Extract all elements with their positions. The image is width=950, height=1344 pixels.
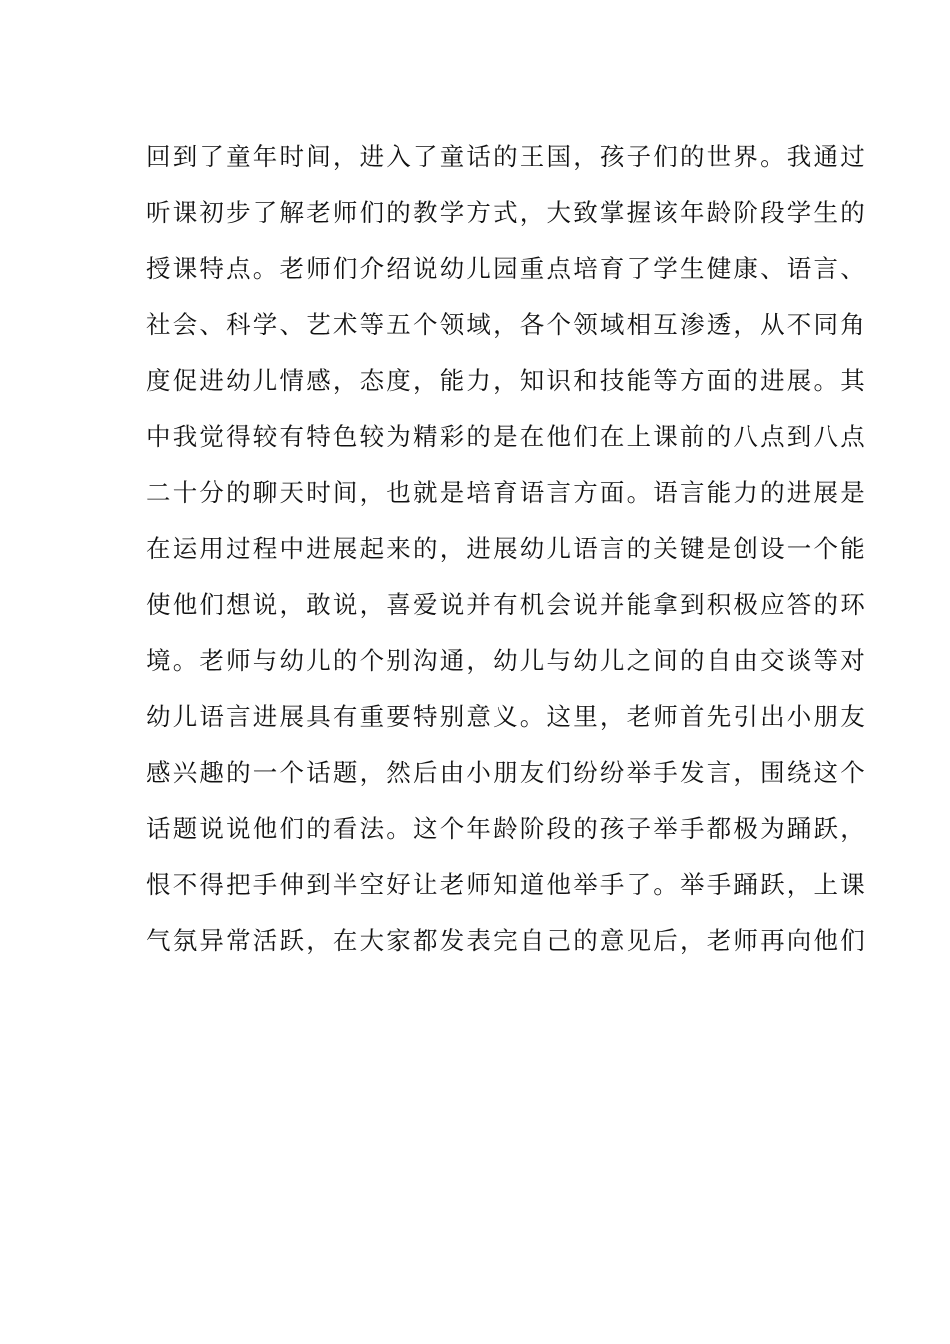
text-line: 二十分的聊天时间，也就是培育语言方面。语言能力的进展是 [146, 478, 867, 507]
text-line: 话题说说他们的看法。这个年龄阶段的孩子举手都极为踊跃， [146, 814, 867, 843]
text-line: 回到了童年时间，进入了童话的王国，孩子们的世界。我通过 [146, 142, 867, 171]
body-text [146, 129, 867, 969]
text-line: 授课特点。老师们介绍说幼儿园重点培育了学生健康、语言、 [146, 254, 867, 283]
text-line: 度促进幼儿情感，态度，能力，知识和技能等方面的进展。其 [146, 366, 867, 395]
text-line: 感兴趣的一个话题，然后由小朋友们纷纷举手发言，围绕这个 [146, 758, 867, 787]
text-line: 幼儿语言进展具有重要特别意义。这里，老师首先引出小朋友 [146, 702, 867, 731]
text-line: 在运用过程中进展起来的，进展幼儿语言的关键是创设一个能 [146, 534, 867, 563]
text-line: 恨不得把手伸到半空好让老师知道他举手了。举手踊跃，上课 [146, 870, 867, 899]
text-line: 气氛异常活跃，在大家都发表完自己的意见后，老师再向他们 [146, 926, 867, 955]
text-line: 中我觉得较有特色较为精彩的是在他们在上课前的八点到八点 [146, 422, 867, 451]
text-line: 听课初步了解老师们的教学方式，大致掌握该年龄阶段学生的 [146, 198, 867, 227]
text-line: 使他们想说，敢说，喜爱说并有机会说并能拿到积极应答的环 [146, 590, 867, 619]
text-line: 社会、科学、艺术等五个领域，各个领域相互渗透，从不同角 [146, 310, 867, 339]
text-line: 境。老师与幼儿的个别沟通，幼儿与幼儿之间的自由交谈等对 [146, 646, 867, 675]
